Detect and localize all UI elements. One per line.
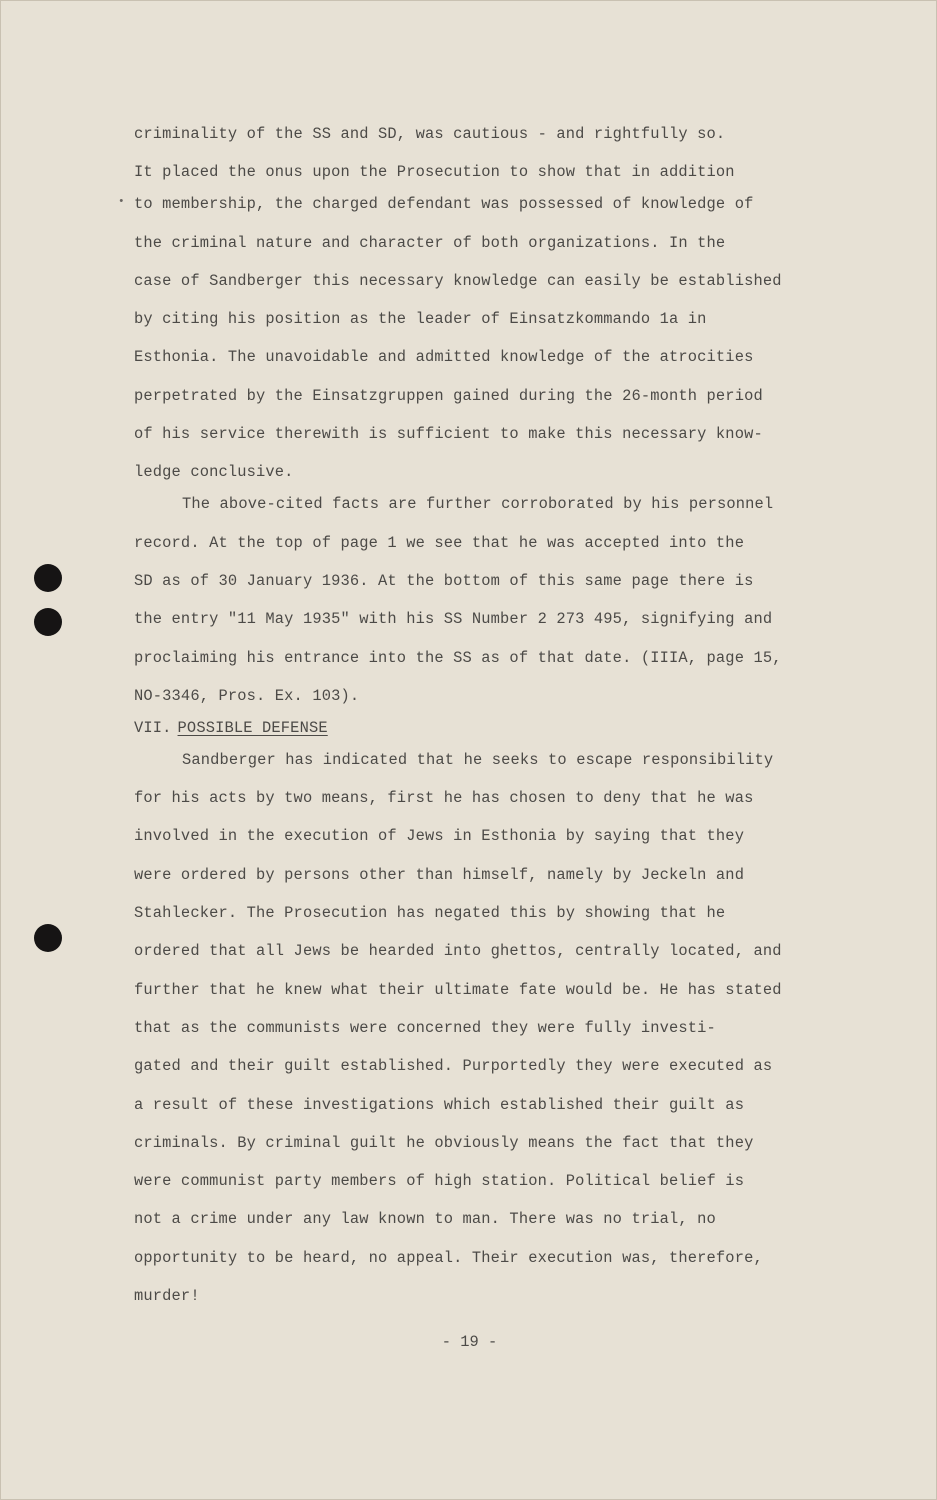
text-line: that as the communists were concerned they were fully investi- xyxy=(134,1018,716,1037)
text-line: were ordered by persons other than himself, namely by Jeckeln and xyxy=(134,865,745,884)
text-line: Stahlecker. The Prosecution has negated this by showing that he xyxy=(134,904,726,923)
text-line: record. At the top of page 1 we see that he was accepted into the xyxy=(134,533,745,552)
text-line: gated and their guilt established. Purportedly they were executed as xyxy=(134,1057,773,1076)
text-line: not a crime under any law known to man. There was no trial, no xyxy=(134,1210,716,1229)
text-line: ledge conclusive. xyxy=(134,463,294,482)
text-line: NO-3346, Pros. Ex. 103). xyxy=(134,686,360,705)
text-line: by citing his position as the leader of Einsatzkommando 1a in xyxy=(134,310,707,329)
text-line: SD as of 30 January 1936. At the bottom of this same page there is xyxy=(134,571,754,590)
margin-mark: • xyxy=(118,196,125,208)
text-line: The above-cited facts are further corroborated by his personnel xyxy=(182,495,774,514)
text-line: perpetrated by the Einsatzgruppen gained during the 26-month period xyxy=(134,386,763,405)
text-line: criminality of the SS and SD, was cautious - and rightfully so. xyxy=(134,125,726,143)
text-line: opportunity to be heard, no appeal. Their execution was, therefore, xyxy=(134,1248,763,1267)
text-line: involved in the execution of Jews in Esthonia by saying that they xyxy=(134,827,745,846)
page-number: - 19 - xyxy=(441,1333,498,1351)
text-line: the entry "11 May 1935" with his SS Number 2 273 495, signifying and xyxy=(134,610,773,629)
text-line: Sandberger has indicated that he seeks to escape responsibility xyxy=(182,750,774,769)
text-line: were communist party members of high station. Political belief is xyxy=(134,1172,745,1191)
text-line: case of Sandberger this necessary knowledge can easily be established xyxy=(134,271,782,290)
section-number: VII. xyxy=(134,718,172,737)
section-title: POSSIBLE DEFENSE xyxy=(177,718,328,737)
text-line: to membership, the charged defendant was possessed of knowledge of xyxy=(134,195,754,214)
punch-hole xyxy=(34,564,62,592)
text-line: further that he knew what their ultimate fate would be. He has stated xyxy=(134,980,782,999)
text-line: the criminal nature and character of both organizations. In the xyxy=(134,233,726,252)
text-line: a result of these investigations which established their guilt as xyxy=(134,1095,745,1114)
text-line: of his service therewith is sufficient to make this necessary know- xyxy=(134,425,763,444)
punch-hole xyxy=(34,924,62,952)
section-heading xyxy=(134,713,824,745)
text-line: proclaiming his entrance into the SS as of that date. (IIIA, page 15, xyxy=(134,648,782,667)
text-line: Esthonia. The unavoidable and admitted knowledge of the atrocities xyxy=(134,348,754,367)
punch-hole xyxy=(34,608,62,636)
text-line: It placed the onus upon the Prosecution to show that in addition xyxy=(134,163,735,182)
document-body xyxy=(134,119,824,1319)
text-line: criminals. By criminal guilt he obviously means the fact that they xyxy=(134,1133,754,1152)
text-line: for his acts by two means, first he has chosen to deny that he was xyxy=(134,789,754,808)
text-line: ordered that all Jews be hearded into ghettos, centrally located, and xyxy=(134,942,782,961)
text-line: murder! xyxy=(134,1287,200,1306)
